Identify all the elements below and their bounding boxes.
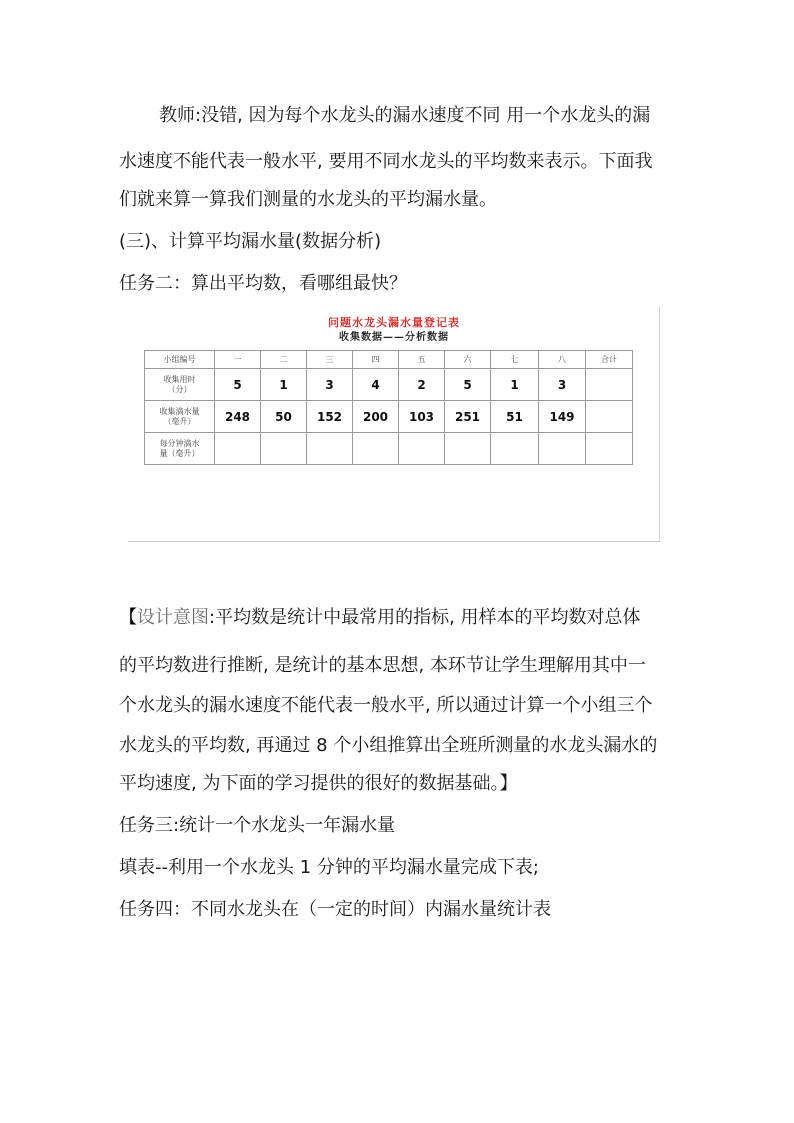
row-label-line: （毫升） xyxy=(163,416,196,426)
row-label-line: 每分钟滴水 xyxy=(159,438,200,448)
image-bottom-border xyxy=(128,541,660,542)
register-table-image xyxy=(128,306,660,542)
table-row-per-minute xyxy=(145,433,633,465)
design-intent-line-1 xyxy=(119,606,641,630)
drip-cell: 51 xyxy=(491,401,539,433)
per-minute-cell xyxy=(491,433,539,465)
register-table xyxy=(144,350,633,465)
drip-cell: 200 xyxy=(353,401,399,433)
time-cell: 3 xyxy=(307,369,353,401)
design-intent-line-2: 的平均数进行推断, 是统计的基本思想, 本环节让学生理解用其中一 xyxy=(119,655,646,676)
design-intent-line-4: 水龙头的平均数, 再通过 8 个小组推算出全班所测量的水龙头漏水的 xyxy=(119,735,658,756)
row-label-line: 量（毫升） xyxy=(159,448,200,458)
task3-heading: 任务三:统计一个水龙头一年漏水量 xyxy=(119,815,396,836)
teacher-line-1: 教师:没错, 因为每个水龙头的漏水速度不同 用一个水龙头的漏 xyxy=(159,105,651,126)
per-minute-cell xyxy=(399,433,445,465)
header-cell: 六 xyxy=(445,351,491,369)
fill-table-instruction: 填表--利用一个水龙头 1 分钟的平均漏水量完成下表; xyxy=(119,857,539,878)
drip-cell: 152 xyxy=(307,401,353,433)
row-label-line: 收集用时 xyxy=(163,374,196,384)
per-minute-total-cell xyxy=(586,433,633,465)
design-intent-label: 设计意图 xyxy=(137,607,209,628)
time-total-cell xyxy=(586,369,633,401)
teacher-line-3: 们就来算一算我们测量的水龙头的平均漏水量。 xyxy=(119,189,497,210)
header-cell: 三 xyxy=(307,351,353,369)
time-cell: 1 xyxy=(261,369,307,401)
task4-heading: 任务四：不同水龙头在（一定的时间）内漏水量统计表 xyxy=(119,899,551,920)
time-cell: 2 xyxy=(399,369,445,401)
table-row-time xyxy=(145,369,633,401)
time-cell: 5 xyxy=(215,369,261,401)
drip-cell: 248 xyxy=(215,401,261,433)
header-cell: 八 xyxy=(539,351,586,369)
section3-heading: (三)、计算平均漏水量(数据分析) xyxy=(119,231,382,252)
header-cell: 一 xyxy=(215,351,261,369)
image-right-border xyxy=(659,306,660,542)
drip-cell: 103 xyxy=(399,401,445,433)
per-minute-cell xyxy=(215,433,261,465)
drip-cell: 50 xyxy=(261,401,307,433)
design-intent-text: :平均数是统计中最常用的指标, 用样本的平均数对总体 xyxy=(209,607,641,628)
header-cell: 四 xyxy=(353,351,399,369)
per-minute-cell xyxy=(445,433,491,465)
per-minute-cell xyxy=(539,433,586,465)
header-cell: 合计 xyxy=(586,351,633,369)
row-label-time xyxy=(145,369,215,401)
drip-cell: 149 xyxy=(539,401,586,433)
row-label-line: 收集滴水量 xyxy=(159,406,200,416)
per-minute-cell xyxy=(307,433,353,465)
design-intent-line-5: 平均速度, 为下面的学习提供的很好的数据基础。】 xyxy=(119,773,518,794)
time-cell: 4 xyxy=(353,369,399,401)
design-intent-line-3: 个水龙头的漏水速度不能代表一般水平, 所以通过计算一个小组三个 xyxy=(119,695,653,716)
row-label-drip xyxy=(145,401,215,433)
time-cell: 3 xyxy=(539,369,586,401)
per-minute-cell xyxy=(261,433,307,465)
per-minute-cell xyxy=(353,433,399,465)
teacher-line-2: 水速度不能代表一般水平, 要用不同水龙头的平均数来表示。下面我 xyxy=(119,151,653,172)
table-row-drip xyxy=(145,401,633,433)
table-header-row xyxy=(145,351,633,369)
time-cell: 5 xyxy=(445,369,491,401)
open-bracket: 【 xyxy=(119,607,137,628)
register-table-title: 问题水龙头漏水量登记表 xyxy=(328,316,460,329)
header-cell: 二 xyxy=(261,351,307,369)
row-label-line: （分） xyxy=(167,384,192,394)
task2-heading: 任务二：算出平均数，看哪组最快？ xyxy=(119,273,407,294)
drip-total-cell xyxy=(586,401,633,433)
header-cell: 七 xyxy=(491,351,539,369)
header-cell: 小组编号 xyxy=(145,351,215,369)
time-cell: 1 xyxy=(491,369,539,401)
row-label-per-minute xyxy=(145,433,215,465)
register-table-subtitle: 收集数据——分析数据 xyxy=(339,332,449,343)
drip-cell: 251 xyxy=(445,401,491,433)
header-cell: 五 xyxy=(399,351,445,369)
